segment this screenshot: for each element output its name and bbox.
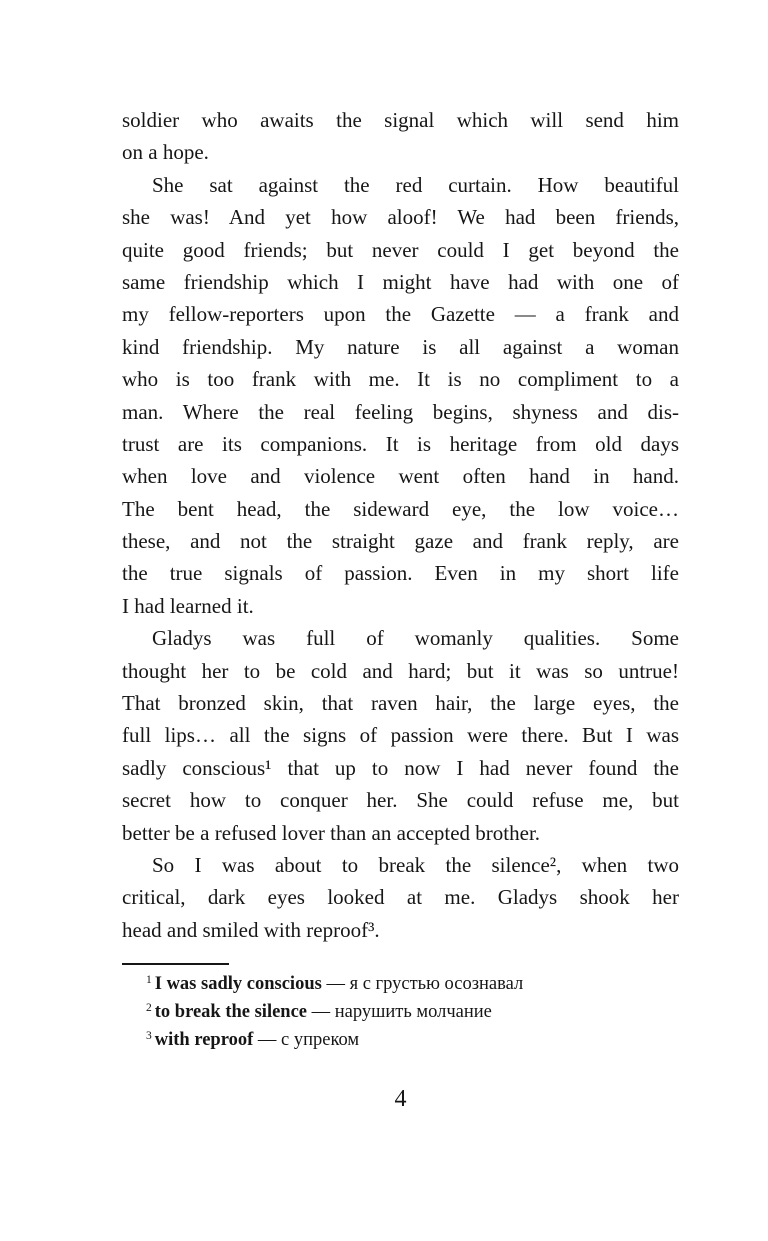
text-line: these, and not the straight gaze and frank reply, are bbox=[122, 529, 679, 554]
text-line: same friendship which I might have had with one of bbox=[122, 269, 679, 294]
footnote-item bbox=[122, 1027, 679, 1055]
text-column bbox=[122, 104, 679, 1112]
text-line: she was! And yet how aloof! We had been friends, bbox=[122, 205, 679, 230]
footnote-divider bbox=[122, 963, 229, 965]
text-line: thought her to be cold and hard; but it was so untrue! bbox=[122, 658, 679, 683]
text-line: when love and violence went often hand in hand. bbox=[122, 464, 679, 489]
text-line: trust are its companions. It is heritage from old days bbox=[122, 431, 679, 456]
footnote-marker: 3 bbox=[146, 1030, 152, 1043]
body-text bbox=[122, 104, 679, 946]
text-line: Gladys was full of womanly qualities. Some bbox=[152, 626, 679, 651]
text-line: head and smiled with reproof³. bbox=[122, 917, 380, 942]
text-line: kind friendship. My nature is all against a woman bbox=[122, 334, 679, 359]
text-line: soldier who awaits the signal which will send him bbox=[122, 108, 679, 132]
text-line: I had learned it. bbox=[122, 593, 254, 618]
text-line: critical, dark eyes looked at me. Gladys shook her bbox=[122, 885, 679, 910]
footnote-term: I was sadly conscious bbox=[154, 974, 322, 995]
text-line: my fellow-reporters upon the Gazette — a frank and bbox=[122, 302, 679, 327]
text-line: better be a refused lover than an accepted brother. bbox=[122, 820, 541, 845]
text-line: So I was about to break the silence², when two bbox=[152, 852, 679, 877]
footnote-marker: 2 bbox=[146, 1002, 152, 1015]
text-line: who is too frank with me. It is no compliment to a bbox=[122, 367, 679, 392]
text-line: on a hope. bbox=[122, 140, 209, 165]
text-line: secret how to conquer her. She could refuse me, but bbox=[122, 788, 679, 813]
footnote-item bbox=[122, 999, 679, 1027]
footnote-translation: — нарушить молчание bbox=[307, 1002, 492, 1023]
text-line: full lips… all the signs of passion were there. But I was bbox=[122, 723, 679, 748]
footnotes bbox=[122, 971, 679, 1055]
footnote-item bbox=[122, 971, 679, 999]
footnote-term: with reproof bbox=[154, 1030, 254, 1051]
footnote-marker: 1 bbox=[146, 974, 152, 987]
text-line: She sat against the red curtain. How beautiful bbox=[152, 172, 679, 197]
page-number: 4 bbox=[394, 1086, 407, 1113]
text-line: man. Where the real feeling begins, shyness and dis- bbox=[122, 399, 679, 424]
footnote-term: to break the silence bbox=[154, 1002, 308, 1023]
text-line: That bronzed skin, that raven hair, the large eyes, the bbox=[122, 691, 679, 716]
footnote-translation: — я с грустью осознавал bbox=[321, 974, 524, 995]
footnote-translation: — с упреком bbox=[253, 1030, 360, 1051]
text-line: quite good friends; but never could I get beyond the bbox=[122, 237, 679, 262]
text-line: The bent head, the sideward eye, the low voice… bbox=[122, 496, 679, 521]
text-line: sadly conscious¹ that up to now I had never found the bbox=[122, 755, 679, 780]
text-line: the true signals of passion. Even in my short life bbox=[122, 561, 679, 586]
